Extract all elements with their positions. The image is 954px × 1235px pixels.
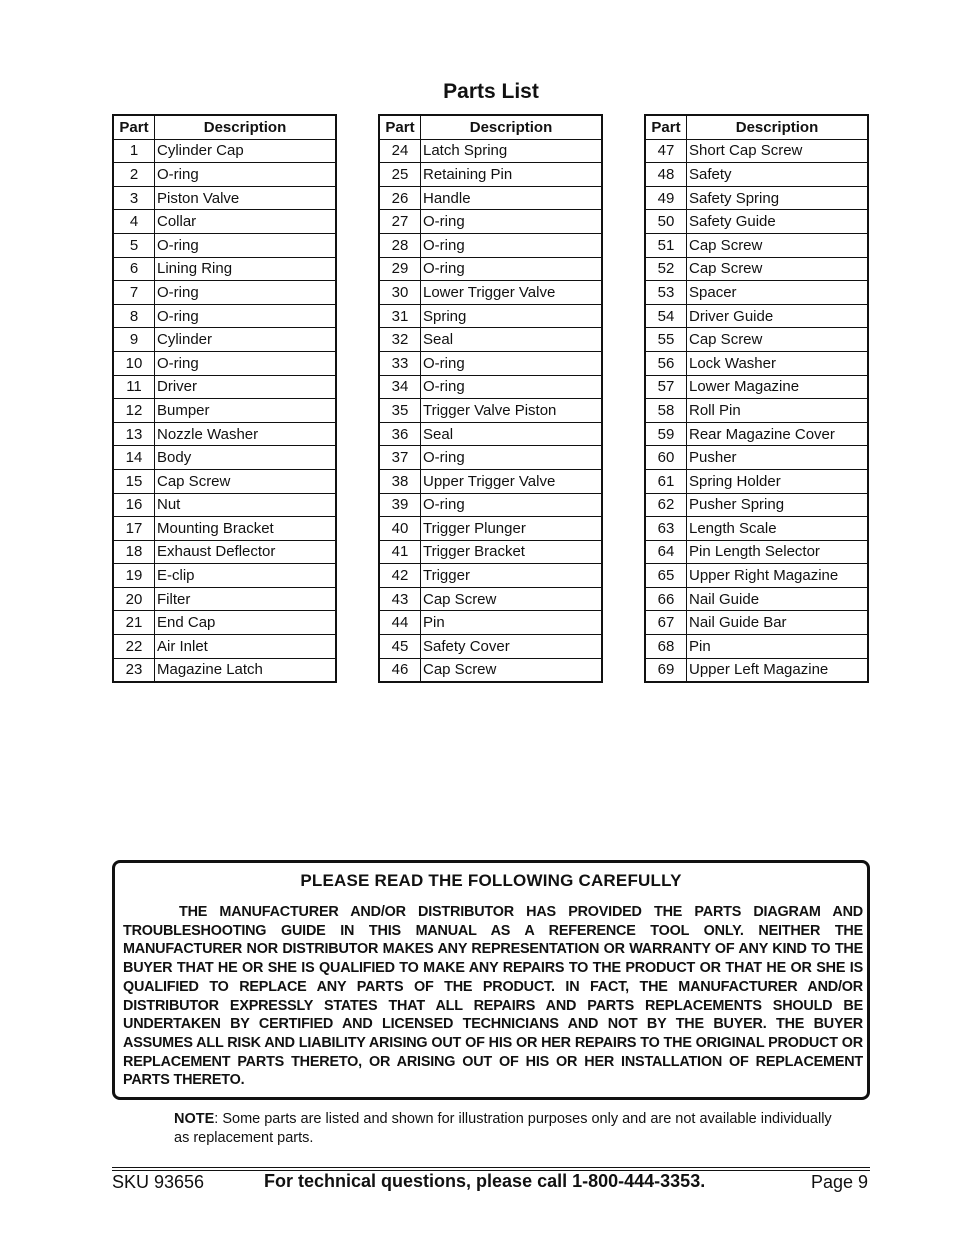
footer-sku: SKU 93656 (112, 1172, 205, 1192)
part-number: 51 (645, 233, 687, 257)
part-description: O-ring (155, 351, 337, 375)
part-number: 22 (113, 635, 155, 659)
footer-support-phone: For technical questions, please call 1-800-444-3353. (264, 1171, 706, 1191)
part-number: 6 (113, 257, 155, 281)
part-number: 7 (113, 281, 155, 305)
part-number: 46 (379, 658, 421, 682)
part-number: 14 (113, 446, 155, 470)
part-description: Mounting Bracket (155, 517, 337, 541)
part-description: Nail Guide (687, 587, 869, 611)
parts-row (379, 399, 602, 423)
part-description: Cap Screw (421, 587, 603, 611)
part-number: 17 (113, 517, 155, 541)
note-label: NOTE (174, 1111, 215, 1127)
part-number: 33 (379, 351, 421, 375)
part-description: Lower Magazine (687, 375, 869, 399)
part-description: Driver (155, 375, 337, 399)
part-number: 16 (113, 493, 155, 517)
parts-row (113, 493, 336, 517)
part-description: Trigger Valve Piston (421, 399, 603, 423)
part-description: O-ring (155, 163, 337, 187)
part-number: 62 (645, 493, 687, 517)
part-number: 45 (379, 635, 421, 659)
parts-row (113, 233, 336, 257)
part-number: 9 (113, 328, 155, 352)
parts-row (645, 399, 868, 423)
parts-row (113, 540, 336, 564)
parts-row (113, 469, 336, 493)
part-description: Upper Right Magazine (687, 564, 869, 588)
part-description: Exhaust Deflector (155, 540, 337, 564)
parts-row (379, 446, 602, 470)
page-title: Parts List (443, 80, 539, 103)
part-description: Bumper (155, 399, 337, 423)
part-description: Pin (421, 611, 603, 635)
part-description: Safety Spring (687, 186, 869, 210)
part-column-header: Part (113, 115, 155, 139)
part-description: Lock Washer (687, 351, 869, 375)
parts-row (113, 635, 336, 659)
parts-row (113, 399, 336, 423)
part-number: 2 (113, 163, 155, 187)
parts-row (113, 658, 336, 682)
parts-row (379, 658, 602, 682)
part-number: 12 (113, 399, 155, 423)
part-description: End Cap (155, 611, 337, 635)
parts-row (379, 257, 602, 281)
part-number: 50 (645, 210, 687, 234)
parts-row (379, 587, 602, 611)
part-description: Trigger Plunger (421, 517, 603, 541)
parts-row (645, 611, 868, 635)
parts-row (113, 281, 336, 305)
parts-row (645, 328, 868, 352)
parts-row (379, 540, 602, 564)
notice-heading: PLEASE READ THE FOLLOWING CAREFULLY (300, 871, 682, 890)
part-description: Collar (155, 210, 337, 234)
parts-row (379, 635, 602, 659)
part-number: 39 (379, 493, 421, 517)
parts-row (645, 257, 868, 281)
part-number: 18 (113, 540, 155, 564)
part-number: 4 (113, 210, 155, 234)
part-number: 63 (645, 517, 687, 541)
part-number: 68 (645, 635, 687, 659)
parts-table-3 (644, 114, 869, 683)
parts-row (645, 587, 868, 611)
part-number: 55 (645, 328, 687, 352)
parts-row (645, 446, 868, 470)
parts-row (113, 611, 336, 635)
part-description: O-ring (421, 493, 603, 517)
parts-row (379, 281, 602, 305)
parts-table-2 (378, 114, 603, 683)
parts-row (379, 469, 602, 493)
part-number: 31 (379, 304, 421, 328)
part-number: 56 (645, 351, 687, 375)
part-number: 30 (379, 281, 421, 305)
part-description: Roll Pin (687, 399, 869, 423)
part-number: 26 (379, 186, 421, 210)
description-column-header: Description (421, 115, 603, 139)
part-number: 58 (645, 399, 687, 423)
part-number: 40 (379, 517, 421, 541)
notice-body: THE MANUFACTURER AND/OR DISTRIBUTOR HAS PROVIDED THE PARTS DIAGRAM AND TROUBLESHOOTING GUIDE IN THIS MANUAL AS A REFERENCE TOOL ONLY. NEITHER THE MANUFACTURER NOR DISTRIBUTOR MAKES ANY REPRESENTATION OR WARRANTY OF ANY KIND TO THE BUYER THAT HE OR SHE IS QUALIFIED TO MAKE ANY REPAIRS TO THE PRODUCT OR THAT HE OR SHE IS QUALIFIED TO REPLACE ANY PARTS OF THE PRODUCT. IN FACT, THE MANUFACTURER AND/OR DISTRIBUTOR EXPRESSLY STATES THAT ALL REPAIRS AND PARTS REPLACEMENTS SHOULD BE UNDERTAKEN BY CERTIFIED AND LICENSED TECHNICIANS AND NOT BY THE BUYER. THE BUYER ASSUMES ALL RISK AND LIABILITY ARISING OUT OF HIS OR HER REPAIRS TO THE ORIGINAL PRODUCT OR REPLACEMENT PARTS THERETO, OR ARISING OUT OF HIS OR HER INSTALLATION OF REPLACEMENT PARTS THERETO. (123, 904, 863, 1089)
part-number: 29 (379, 257, 421, 281)
part-number: 19 (113, 564, 155, 588)
parts-row (113, 587, 336, 611)
part-number: 5 (113, 233, 155, 257)
parts-row (379, 210, 602, 234)
parts-row (645, 658, 868, 682)
part-number: 36 (379, 422, 421, 446)
part-description: Nozzle Washer (155, 422, 337, 446)
parts-row (113, 375, 336, 399)
part-description: Body (155, 446, 337, 470)
part-description: Cap Screw (687, 233, 869, 257)
part-number: 43 (379, 587, 421, 611)
part-description: O-ring (421, 446, 603, 470)
part-description: Nail Guide Bar (687, 611, 869, 635)
parts-row (113, 139, 336, 163)
part-description: Length Scale (687, 517, 869, 541)
parts-row (379, 351, 602, 375)
part-description: O-ring (421, 375, 603, 399)
part-description: Spring Holder (687, 469, 869, 493)
part-number: 61 (645, 469, 687, 493)
parts-row (379, 517, 602, 541)
part-description: Cap Screw (155, 469, 337, 493)
parts-row (645, 351, 868, 375)
parts-row (113, 422, 336, 446)
part-number: 10 (113, 351, 155, 375)
footer-rule (112, 1167, 870, 1168)
parts-row (113, 186, 336, 210)
part-number: 47 (645, 139, 687, 163)
part-number: 28 (379, 233, 421, 257)
part-number: 59 (645, 422, 687, 446)
parts-row (645, 186, 868, 210)
note-text: : Some parts are listed and shown for illustration purposes only and are not available individually as replacement parts. (174, 1111, 832, 1146)
footer-page-number: Page 9 (810, 1172, 868, 1192)
part-description: Magazine Latch (155, 658, 337, 682)
part-number: 48 (645, 163, 687, 187)
parts-row (113, 163, 336, 187)
part-description: O-ring (155, 304, 337, 328)
part-description: Spring (421, 304, 603, 328)
parts-row (113, 257, 336, 281)
parts-row (113, 564, 336, 588)
part-description: Cap Screw (687, 328, 869, 352)
parts-row (113, 328, 336, 352)
part-description: E-clip (155, 564, 337, 588)
part-description: Cylinder (155, 328, 337, 352)
parts-row (645, 281, 868, 305)
parts-row (645, 375, 868, 399)
part-description: O-ring (421, 210, 603, 234)
part-description: Short Cap Screw (687, 139, 869, 163)
part-number: 32 (379, 328, 421, 352)
part-description: Trigger (421, 564, 603, 588)
part-description: Latch Spring (421, 139, 603, 163)
part-number: 41 (379, 540, 421, 564)
part-description: Pin (687, 635, 869, 659)
part-description: O-ring (421, 257, 603, 281)
part-number: 57 (645, 375, 687, 399)
part-number: 25 (379, 163, 421, 187)
parts-row (645, 635, 868, 659)
part-number: 13 (113, 422, 155, 446)
part-description: Nut (155, 493, 337, 517)
parts-row (645, 493, 868, 517)
part-number: 34 (379, 375, 421, 399)
part-description: Safety (687, 163, 869, 187)
parts-row (645, 564, 868, 588)
part-number: 38 (379, 469, 421, 493)
part-number: 53 (645, 281, 687, 305)
parts-row (645, 517, 868, 541)
parts-row (645, 304, 868, 328)
parts-row (379, 328, 602, 352)
parts-row (645, 540, 868, 564)
part-description: Air Inlet (155, 635, 337, 659)
part-number: 3 (113, 186, 155, 210)
part-number: 52 (645, 257, 687, 281)
parts-row (645, 469, 868, 493)
parts-row (113, 210, 336, 234)
description-column-header: Description (687, 115, 869, 139)
parts-row (379, 304, 602, 328)
part-number: 20 (113, 587, 155, 611)
part-description: Pusher (687, 446, 869, 470)
part-description: Retaining Pin (421, 163, 603, 187)
part-description: Pin Length Selector (687, 540, 869, 564)
part-column-header: Part (645, 115, 687, 139)
parts-row (645, 210, 868, 234)
part-description: O-ring (421, 233, 603, 257)
part-description: Lining Ring (155, 257, 337, 281)
parts-row (379, 233, 602, 257)
parts-table-1 (112, 114, 337, 683)
description-column-header: Description (155, 115, 337, 139)
part-description: Safety Guide (687, 210, 869, 234)
part-description: Piston Valve (155, 186, 337, 210)
part-description: O-ring (155, 281, 337, 305)
part-description: O-ring (155, 233, 337, 257)
part-description: Safety Cover (421, 635, 603, 659)
part-description: Handle (421, 186, 603, 210)
part-description: Cylinder Cap (155, 139, 337, 163)
part-description: Upper Left Magazine (687, 658, 869, 682)
parts-row (379, 422, 602, 446)
part-description: Driver Guide (687, 304, 869, 328)
part-number: 60 (645, 446, 687, 470)
part-description: Lower Trigger Valve (421, 281, 603, 305)
part-number: 69 (645, 658, 687, 682)
part-description: Rear Magazine Cover (687, 422, 869, 446)
part-description: Seal (421, 422, 603, 446)
parts-row (113, 446, 336, 470)
parts-row (113, 304, 336, 328)
part-number: 23 (113, 658, 155, 682)
parts-row (645, 139, 868, 163)
part-number: 44 (379, 611, 421, 635)
part-number: 1 (113, 139, 155, 163)
part-number: 54 (645, 304, 687, 328)
part-number: 42 (379, 564, 421, 588)
part-number: 21 (113, 611, 155, 635)
part-description: Filter (155, 587, 337, 611)
part-number: 15 (113, 469, 155, 493)
parts-row (379, 139, 602, 163)
part-number: 35 (379, 399, 421, 423)
part-description: Upper Trigger Valve (421, 469, 603, 493)
parts-row (379, 186, 602, 210)
part-description: Spacer (687, 281, 869, 305)
part-number: 24 (379, 139, 421, 163)
parts-row (379, 611, 602, 635)
parts-row (379, 163, 602, 187)
part-number: 65 (645, 564, 687, 588)
parts-row (113, 351, 336, 375)
parts-row (379, 564, 602, 588)
notice-box (112, 860, 870, 1100)
parts-row (645, 163, 868, 187)
note-paragraph (174, 1110, 834, 1148)
part-number: 66 (645, 587, 687, 611)
parts-row (379, 375, 602, 399)
part-number: 11 (113, 375, 155, 399)
part-description: O-ring (421, 351, 603, 375)
part-description: Trigger Bracket (421, 540, 603, 564)
part-number: 67 (645, 611, 687, 635)
part-number: 27 (379, 210, 421, 234)
parts-row (645, 233, 868, 257)
part-description: Cap Screw (421, 658, 603, 682)
part-description: Seal (421, 328, 603, 352)
parts-row (379, 493, 602, 517)
part-number: 49 (645, 186, 687, 210)
parts-row (113, 517, 336, 541)
part-number: 8 (113, 304, 155, 328)
part-number: 64 (645, 540, 687, 564)
part-number: 37 (379, 446, 421, 470)
part-description: Pusher Spring (687, 493, 869, 517)
parts-row (645, 422, 868, 446)
part-column-header: Part (379, 115, 421, 139)
part-description: Cap Screw (687, 257, 869, 281)
